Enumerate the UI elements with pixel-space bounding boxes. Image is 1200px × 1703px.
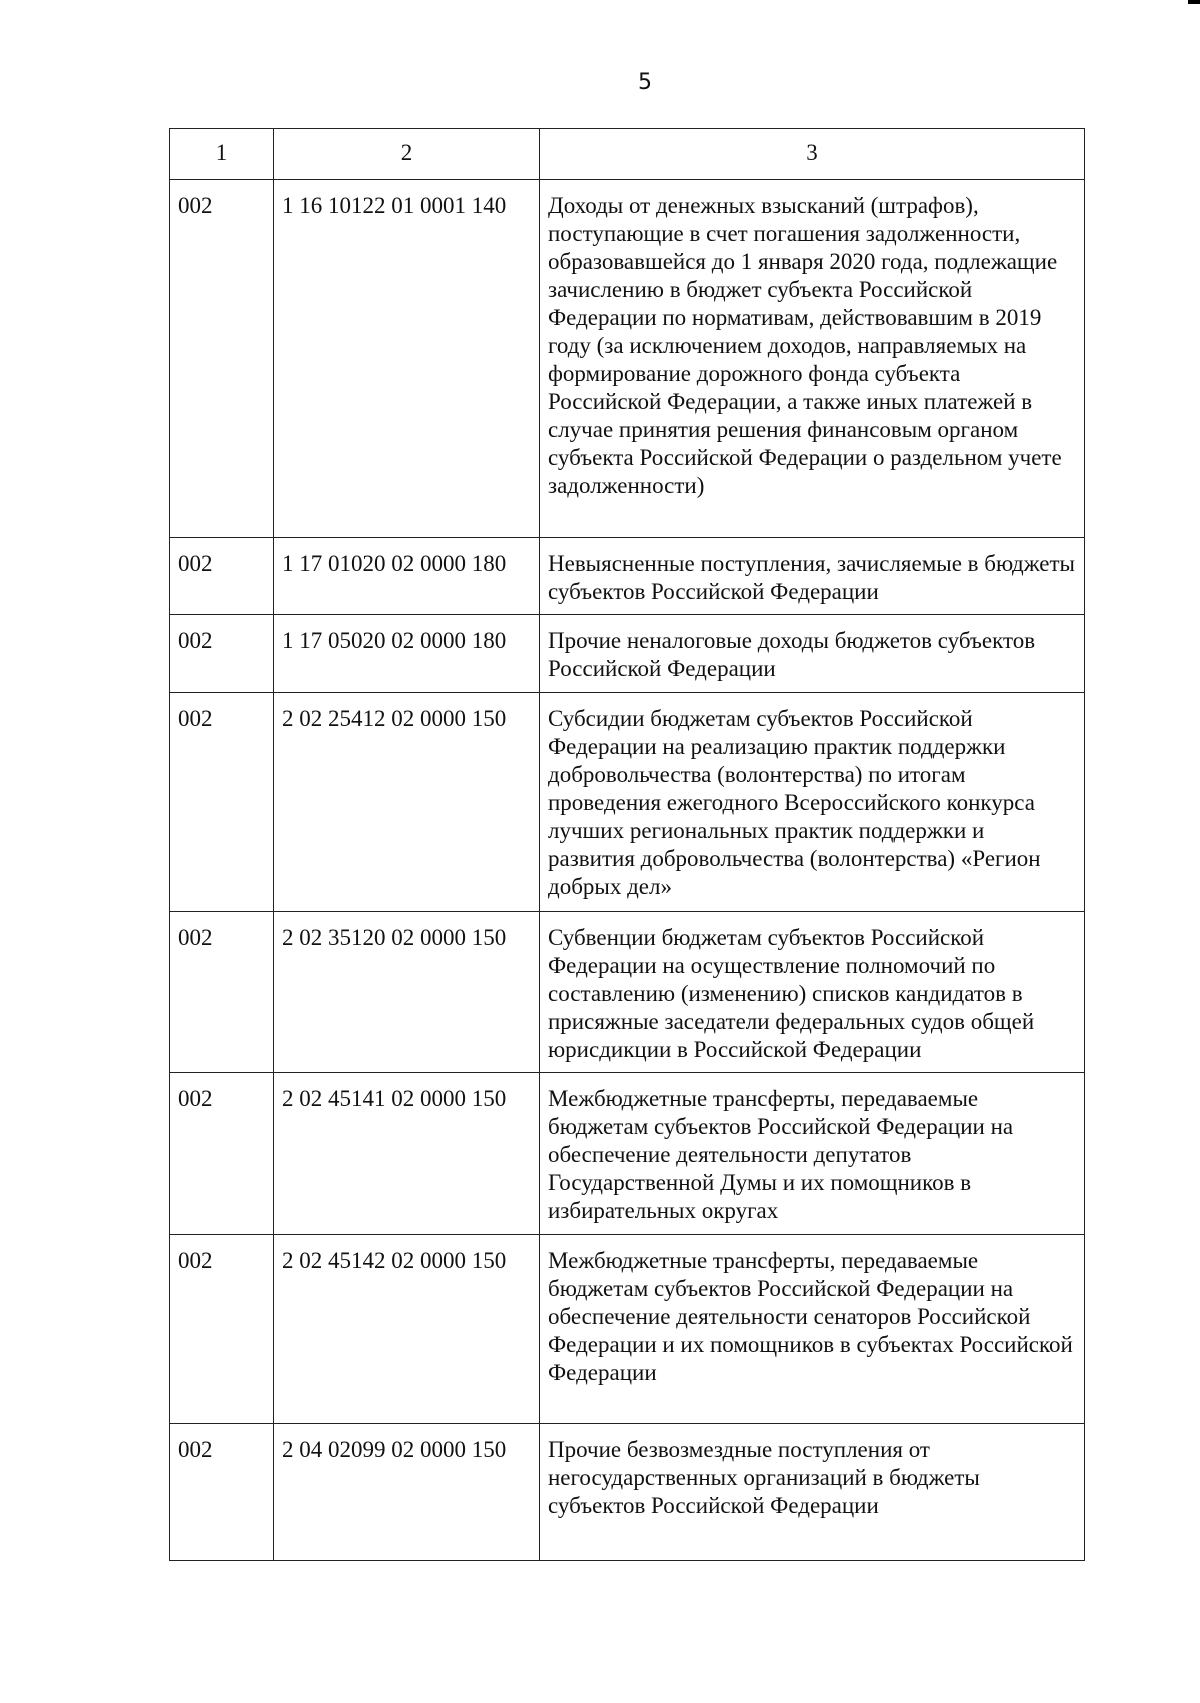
- income-name-cell: Субсидии бюджетам субъектов Российской Федерации на реализацию практик поддержки добровольчества (волонтерства) по итогам проведения ежегодного Всероссийского конкурса лучших региональных практик поддержки и развития добровольчества (волонтерства) «Регион добрых дел»: [540, 693, 1085, 912]
- page-number: 5: [638, 70, 652, 95]
- header-col-3: 3: [540, 129, 1085, 180]
- admin-code-cell: 002: [170, 1073, 274, 1235]
- income-name-cell: Невыясненные поступления, зачисляемые в бюджеты субъектов Российской Федерации: [540, 538, 1085, 615]
- table-row: [170, 615, 1085, 693]
- kbk-code-cell: 2 04 02099 02 0000 150: [274, 1424, 540, 1561]
- header-col-2: 2: [274, 129, 540, 180]
- kbk-code-cell: 2 02 35120 02 0000 150: [274, 912, 540, 1073]
- kbk-code-cell: 1 17 01020 02 0000 180: [274, 538, 540, 615]
- table-row: [170, 538, 1085, 615]
- kbk-code-cell: 1 17 05020 02 0000 180: [274, 615, 540, 693]
- table-row: [170, 912, 1085, 1073]
- income-name-cell: Прочие неналоговые доходы бюджетов субъектов Российской Федерации: [540, 615, 1085, 693]
- admin-code-cell: 002: [170, 912, 274, 1073]
- income-name-cell: Доходы от денежных взысканий (штрафов), поступающие в счет погашения задолженности, образовавшейся до 1 января 2020 года, подлежащие зачислению в бюджет субъекта Российской Федерации по нормативам, действовавшим в 2019 году (за исключением доходов, направляемых на формирование дорожного фонда субъекта Российской Федерации, а также иных платежей в случае принятия решения финансовым органом субъекта Российской Федерации о раздельном учете задолженности): [540, 180, 1085, 538]
- table-row: [170, 1235, 1085, 1424]
- kbk-code-cell: 1 16 10122 01 0001 140: [274, 180, 540, 538]
- kbk-code-cell: 2 02 25412 02 0000 150: [274, 693, 540, 912]
- scan-edge-mark: [1188, 0, 1200, 4]
- admin-code-cell: 002: [170, 180, 274, 538]
- table-header-row: [170, 129, 1085, 180]
- income-name-cell: Субвенции бюджетам субъектов Российской Федерации на осуществление полномочий по составлению (изменению) списков кандидатов в присяжные заседатели федеральных судов общей юрисдикции в Российской Федерации: [540, 912, 1085, 1073]
- admin-code-cell: 002: [170, 615, 274, 693]
- table-row: [170, 1424, 1085, 1561]
- budget-codes-table: [169, 128, 1085, 1561]
- header-col-1: 1: [170, 129, 274, 180]
- admin-code-cell: 002: [170, 538, 274, 615]
- income-name-cell: Прочие безвозмездные поступления от негосударственных организаций в бюджеты субъектов Российской Федерации: [540, 1424, 1085, 1561]
- table-row: [170, 1073, 1085, 1235]
- income-name-cell: Межбюджетные трансферты, передаваемые бюджетам субъектов Российской Федерации на обеспечение деятельности сенаторов Российской Федерации и их помощников в субъектах Российской Федерации: [540, 1235, 1085, 1424]
- admin-code-cell: 002: [170, 693, 274, 912]
- admin-code-cell: 002: [170, 1424, 274, 1561]
- admin-code-cell: 002: [170, 1235, 274, 1424]
- kbk-code-cell: 2 02 45142 02 0000 150: [274, 1235, 540, 1424]
- table-row: [170, 693, 1085, 912]
- income-name-cell: Межбюджетные трансферты, передаваемые бюджетам субъектов Российской Федерации на обеспечение деятельности депутатов Государственной Думы и их помощников в избирательных округах: [540, 1073, 1085, 1235]
- kbk-code-cell: 2 02 45141 02 0000 150: [274, 1073, 540, 1235]
- table-row: [170, 180, 1085, 538]
